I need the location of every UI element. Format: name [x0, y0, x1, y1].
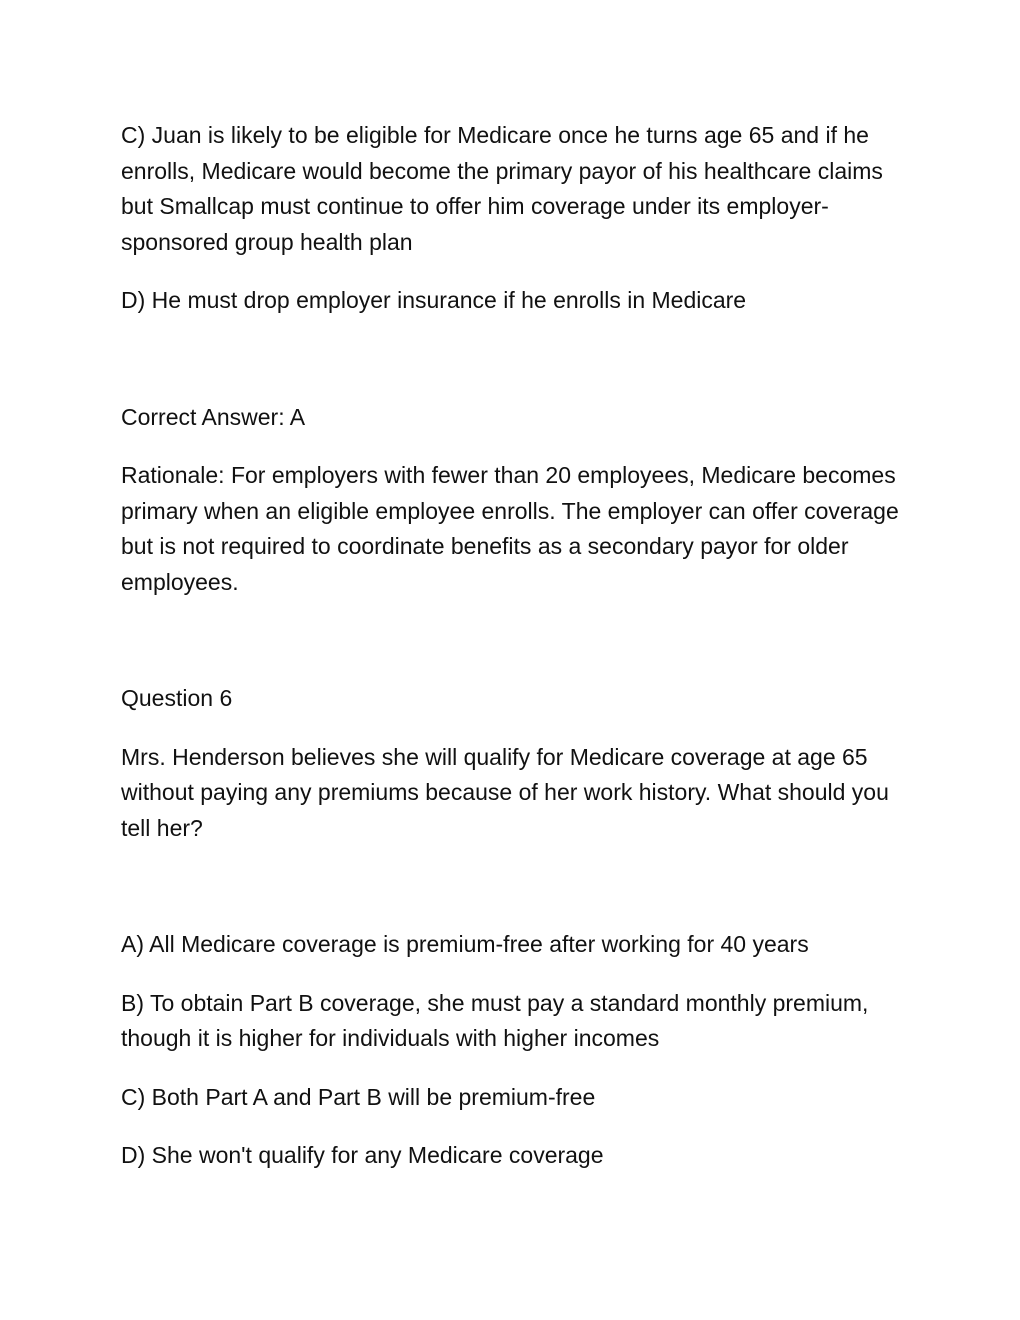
answer-option-c: C) Both Part A and Part B will be premium-free	[121, 1083, 596, 1110]
answer-option-d: D) She won't qualify for any Medicare coverage	[121, 1142, 604, 1168]
question-heading: Question 6	[121, 685, 233, 711]
previous-option-d: D) He must drop employer insurance if he enrolls in Medicare	[121, 287, 747, 313]
rationale-text: Rationale: For employers with fewer than 20 employees, Medicare becomes primary when an eligible employee enrolls. The employer can offer coverage but is not required to coordinate benefits as a secondary payor for older employees.	[121, 462, 899, 595]
previous-option-c: C) Juan is likely to be eligible for Medicare once he turns age 65 and if he enrolls, Medicare would become the primary payor of his healthcare claims but Smallcap must continue to offer him coverage under its employer-sponsored group health plan	[121, 122, 883, 255]
question-text: Mrs. Henderson believes she will qualify for Medicare coverage at age 65 without paying any premiums because of her work history. What should you tell her?	[121, 743, 889, 841]
correct-answer: Correct Answer: A	[121, 403, 306, 430]
answer-option-b: B) To obtain Part B coverage, she must pay a standard monthly premium, though it is higher for individuals with higher incomes	[121, 989, 869, 1051]
page-content	[121, 118, 906, 1174]
answer-option-a: A) All Medicare coverage is premium-free after working for 40 years	[121, 931, 809, 957]
